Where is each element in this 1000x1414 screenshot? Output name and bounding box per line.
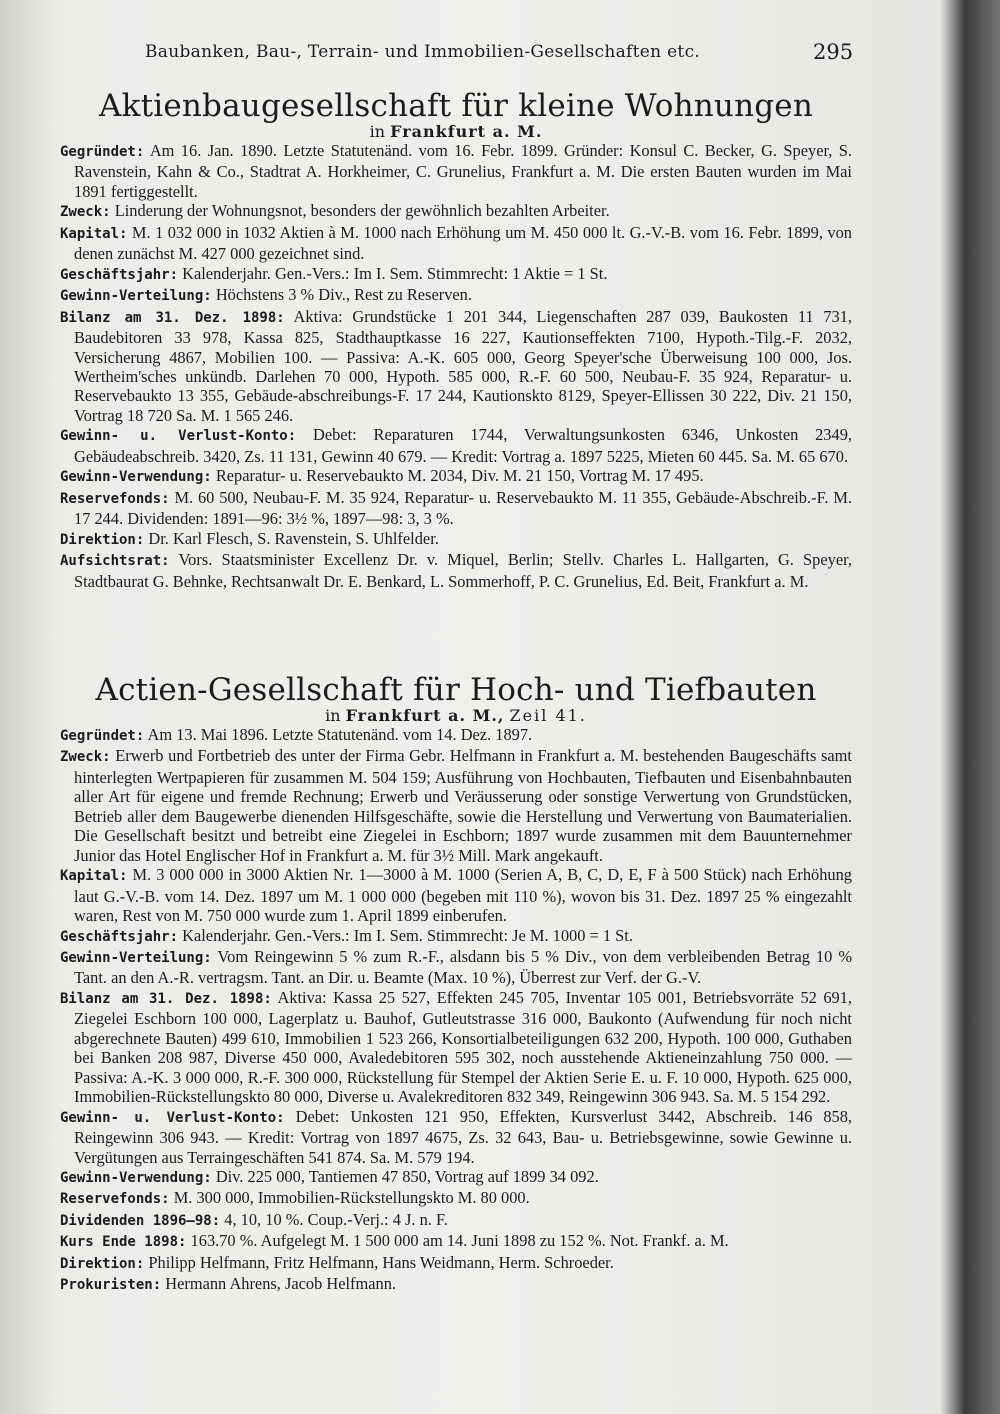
- page-number: 295: [813, 40, 854, 64]
- binding-margin: [0, 0, 38, 1414]
- entry-label: Geschäftsjahr:: [60, 266, 179, 283]
- entry-text: M. 60 500, Neubau-F. M. 35 924, Reparatur- u. Reservebaukto M. 11 355, Gebäude-Abschreib.-F. M. 17 244. Dividenden: 1891—96: 3½ %, 1897—98: 3, 3 %.: [74, 487, 852, 529]
- entry: [60, 725, 852, 746]
- entry-label: Kapital:: [60, 225, 128, 242]
- entry-label: Geschäftsjahr:: [60, 928, 179, 945]
- entry: [60, 264, 852, 285]
- entry-label: Direktion:: [60, 1255, 145, 1272]
- entry: [60, 425, 852, 466]
- entry-text: Aktiva: Kassa 25 527, Effekten 245 705, Inventar 105 001, Betriebsvorräte 52 691, Ziegelei Eschborn 100 000, Lagerplatz u. Bauhof, Gutleutstrasse 316 000, Baukonto (Aufwendung für noch nicht abgerechnete Bauten) 499 610, Immobilien 1 523 266, Konsortialbeteiligungen 632 200, Hypoth. 100 000, Guthaben bei Banken 208 987, Diverse 450 000, Avaledebitoren 595 302, noch ausstehende Aktieneinzahlung 750 000. — Passiva: A.-K. 3 000 000, R.-F. 300 000, Rückstellung für Stempel der Aktien Serie E. u. F. 10 000, Hypoth. 625 000, Immobilien-Rückstellungskto 80 000, Diverse u. Avalekreditoren 832 349, Reingewinn 306 943. Sa. M. 5 154 292.: [74, 987, 853, 1107]
- entry-label: Gewinn- u. Verlust-Konto:: [60, 428, 297, 445]
- entry: [60, 201, 852, 222]
- entry: [60, 947, 852, 988]
- location-city: Frankfurt a. M.: [390, 122, 543, 141]
- entry-label: Kapital:: [60, 868, 128, 885]
- company-section-2: [60, 672, 852, 1296]
- entry-text: 163.70 %. Aufgelegt M. 1 500 000 am 14. Juni 1898 zu 152 %. Not. Frankf. a. M.: [190, 1231, 729, 1251]
- entry-label: Reservefonds:: [60, 1191, 170, 1208]
- entry: [60, 466, 852, 487]
- entry: [60, 550, 852, 591]
- company-title: Aktienbaugesellschaft für kleine Wohnungen: [99, 88, 813, 124]
- entry-label: Kurs Ende 1898:: [60, 1234, 187, 1251]
- entry-text: Philipp Helfmann, Fritz Helfmann, Hans Weidmann, Herm. Schroeder.: [148, 1252, 614, 1272]
- entry-label: Gewinn-Verteilung:: [60, 949, 212, 966]
- location-prefix: in: [325, 706, 341, 725]
- entry-label: Zweck:: [60, 749, 111, 766]
- entry-label: Aufsichtsrat:: [60, 553, 170, 570]
- entry-label: Gewinn- u. Verlust-Konto:: [60, 1109, 285, 1126]
- entry-text: Am 16. Jan. 1890. Letzte Statutenänd. vom 16. Febr. 1899. Gründer: Konsul C. Becker, G. Speyer, S. Ravenstein, Kahn & Co., Stadtrat A. Horkheimer, C. Grunelius, Frankfurt a. M. Die ersten Bauten wurden im Mai 1891 fertiggestellt.: [74, 141, 852, 201]
- entry-list: [60, 141, 852, 591]
- entry: [60, 223, 852, 264]
- entry-label: Bilanz am 31. Dez. 1898:: [60, 309, 285, 326]
- entry: [60, 285, 852, 306]
- entry-text: Am 13. Mai 1896. Letzte Statutenänd. vom 14. Dez. 1897.: [147, 725, 533, 744]
- entry: [60, 1107, 852, 1167]
- entry-text: Kalenderjahr. Gen.-Vers.: Im I. Sem. Stimmrecht: Je M. 1000 = 1 St.: [182, 925, 633, 945]
- entry-label: Gewinn-Verwendung:: [60, 469, 212, 486]
- entry-text: Vors. Staatsminister Excellenz Dr. v. Miquel, Berlin; Stellv. Charles L. Hallgarten, G. Speyer, Stadtbaurat G. Behnke, Rechtsanwalt Dr. E. Benkard, L. Sommerhoff, P. C. Grunelius, Ed. Beit, Frankfurt a. M.: [74, 550, 852, 591]
- entry-list: [60, 725, 852, 1296]
- entry-label: Gegründet:: [60, 728, 145, 744]
- location-address: Zeil 41.: [509, 706, 587, 725]
- entry-text: Vom Reingewinn 5 % zum R.-F., alsdann bis 5 % Div., von dem verbleibenden Betrag 10 % Tant. an den A.-R. vertragsm. Tant. an Dir. u. Beamte (Max. 10 %), Überrest zur Verf. der G.-V.: [74, 946, 852, 988]
- company-location: [60, 706, 852, 725]
- entry: [60, 1167, 852, 1188]
- entry-label: Prokuristen:: [60, 1277, 162, 1294]
- entry-text: M. 3 000 000 in 3000 Aktien Nr. 1—3000 à M. 1000 (Serien A, B, C, D, E, F à 500 Stück) nach Erhöhung laut G.-V.-B. vom 14. Dez. 1897 um M. 1 000 000 (begeben mit 110 %), wovon bis 31. Dez. 1897 25 % eingezahlt waren, Rest von M. 750 000 wurde zum 1. April 1899 einberufen.: [74, 865, 852, 926]
- entry: [60, 1231, 852, 1252]
- entry: [60, 1188, 852, 1209]
- entry-text: Dr. Karl Flesch, S. Ravenstein, S. Uhlfelder.: [148, 528, 439, 548]
- entry-label: Reservefonds:: [60, 490, 170, 507]
- entry: [60, 141, 852, 201]
- entry-label: Zweck:: [60, 204, 111, 221]
- running-header: Baubanken, Bau-, Terrain- und Immobilien-Gesellschaften etc.: [145, 42, 701, 62]
- entry-label: Bilanz am 31. Dez. 1898:: [60, 990, 272, 1007]
- entry-text: Linderung der Wohnungsnot, besonders der gewöhnlich bezahlten Arbeiter.: [114, 201, 610, 221]
- entry-text: Kalenderjahr. Gen.-Vers.: Im I. Sem. Stimmrecht: 1 Aktie = 1 St.: [182, 263, 608, 283]
- entry-label: Direktion:: [60, 531, 145, 548]
- entry-text: 4, 10, 10 %. Coup.-Verj.: 4 J. n. F.: [224, 1209, 448, 1229]
- entry: [60, 926, 852, 947]
- entry: [60, 988, 852, 1107]
- entry-text: Debet: Reparaturen 1744, Verwaltungsunkosten 6346, Unkosten 2349, Gebäudeabschreib. 3420, Zs. 11 131, Gewinn 40 679. — Kredit: Vortrag a. 1897 5225, Mieten 60 445. Sa. M. 65 670.: [74, 425, 852, 466]
- company-location: [60, 122, 852, 141]
- entry-label: Gewinn-Verteilung:: [60, 288, 212, 305]
- entry-text: Hermann Ahrens, Jacob Helfmann.: [165, 1274, 397, 1294]
- entry-text: M. 1 032 000 in 1032 Aktien à M. 1000 nach Erhöhung um M. 450 000 lt. G.-V.-B. vom 16. Febr. 1899, von denen zunächst M. 427 000 gezeichnet sind.: [74, 222, 852, 264]
- entry: [60, 1253, 852, 1274]
- entry: [60, 1274, 852, 1295]
- company-section-1: [60, 88, 852, 591]
- location-prefix: in: [369, 122, 386, 141]
- entry-label: Gewinn-Verwendung:: [60, 1169, 212, 1186]
- entry-text: Div. 225 000, Tantiemen 47 850, Vortrag auf 1899 34 092.: [215, 1166, 599, 1186]
- entry-label: Gegründet:: [60, 144, 145, 160]
- entry-text: Reparatur- u. Reservebaukto M. 2034, Div. M. 21 150, Vortrag M. 17 495.: [215, 466, 704, 486]
- company-title: Actien-Gesellschaft für Hoch- und Tiefbauten: [95, 672, 817, 708]
- entry-text: Höchstens 3 % Div., Rest zu Reserven.: [215, 285, 472, 305]
- entry: [60, 746, 852, 865]
- entry-text: Debet: Unkosten 121 950, Effekten, Kursverlust 3442, Abschreib. 146 858, Reingewinn 306 943. — Kredit: Vortrag von 1897 4675, Zs. 32 643, Bau- u. Betriebsgewinne, sowie Gewinne u. Vergütungen aus Terraingeschäften 541 874. Sa. M. 579 194.: [74, 1106, 853, 1167]
- entry-text: M. 300 000, Immobilien-Rückstellungskto M. 80 000.: [173, 1188, 530, 1208]
- entry: [60, 865, 852, 925]
- entry-label: Dividenden 1896—98:: [60, 1212, 221, 1229]
- entry: [60, 1210, 852, 1231]
- entry: [60, 488, 852, 529]
- location-city: Frankfurt a. M.,: [345, 706, 505, 725]
- entry: [60, 529, 852, 550]
- entry-text: Erwerb und Fortbetrieb des unter der Firma Gebr. Helfmann in Frankfurt a. M. bestehenden Baugeschäfts samt hinterlegten Wertpapieren für zusammen M. 504 159; Ausführung von Hochbauten, Tiefbauten und Eisenbahnbauten aller Art für eigene und fremde Rechnung; Erwerb und Veräusserung oder sonstige Verwertung von Grundstücken, Betrieb aller dem Baugewerbe dienenden Hilfsgeschäfte, sowie die Herstellung und Verwertung von Baumaterialien. Die Gesellschaft besitzt und betreibt eine Ziegelei in Eschborn; 1897 wurde zusammen mit dem Bauunternehmer Junior das Hotel Englischer Hof in Frankfurt a. M. für 3½ Mill. Mark angekauft.: [74, 746, 852, 865]
- entry-text: Aktiva: Grundstücke 1 201 344, Liegenschaften 287 039, Baukosten 11 731, Baudebitoren 33 978, Kassa 825, Stadthauptkasse 16 227, Kautionseffekten 7100, Hypoth.-Tilg.-F. 2032, Versicherung 4867, Mobilien 100. — Passiva: A.-K. 605 000, Georg Speyer'sche Überweisung 100 000, Jos. Wertheim'sches unkündb. Darlehen 70 000, Hypoth. 585 000, R.-F. 60 500, Neubau-F. 35 924, Reparatur- u. Reservebaukto 13 355, Gebäude-abschreibungs-F. 17 244, Kautionskto 8129, Speyer-Ellissen 30 222, Div. 21 150, Vortrag 18 720 Sa. M. 1 565 246.: [74, 306, 852, 425]
- entry: [60, 307, 852, 426]
